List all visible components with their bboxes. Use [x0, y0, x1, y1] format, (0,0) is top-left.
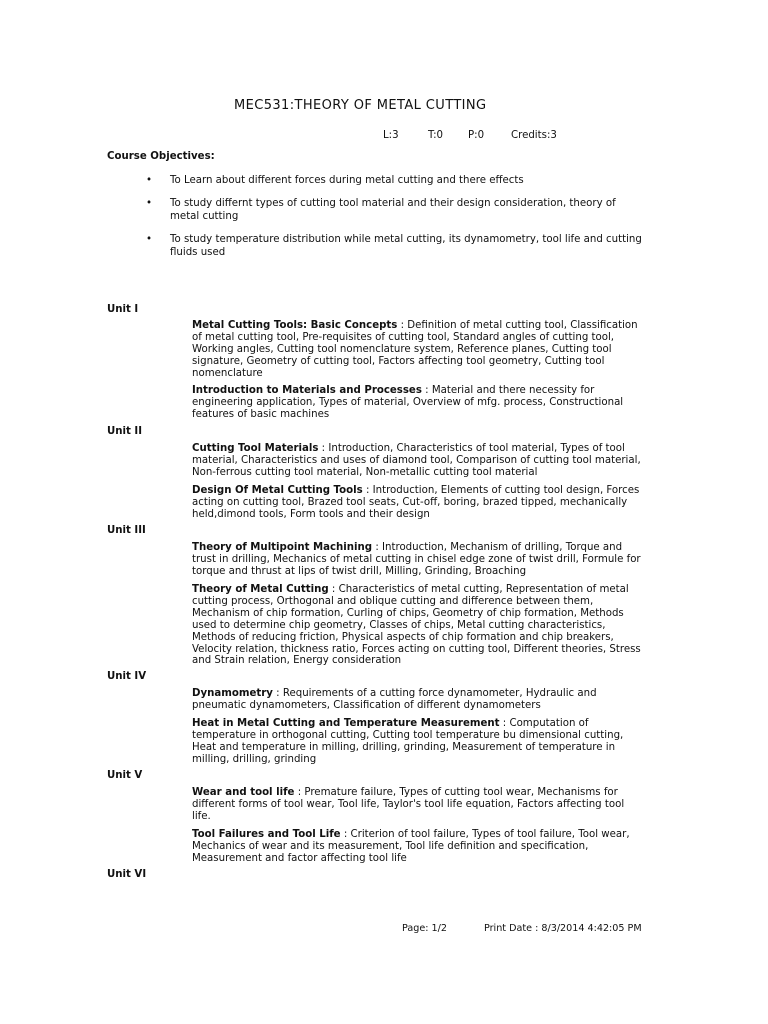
topic-heading: Theory of Multipoint Machining — [192, 542, 373, 553]
topic-separator: : — [331, 584, 336, 595]
bullet: • — [146, 175, 153, 186]
topic-text: Definition of metal cutting tool, Classification of metal cutting tool, Pre-requisites of cutting tool, Standard angles of cutting tool, Working angles, Cutting tool nomenclature system, Reference planes, Cutting tool signature, Geometry of cutting tool, Factors affecting tool geometry, Cutting tool nomenclature — [192, 320, 638, 379]
topic-block — [192, 443, 642, 479]
topic-text: Criterion of tool failure, Types of tool failure, Tool wear, Mechanics of wear and its measurement, Tool life definition and specification, Measurement and factor affecting tool life — [192, 829, 630, 864]
objective-item — [146, 175, 646, 187]
topic-heading: Dynamometry — [192, 688, 273, 699]
topic-block — [192, 688, 642, 712]
topic-separator: : — [276, 688, 280, 699]
topic-heading: Introduction to Materials and Processes — [192, 385, 422, 396]
credit-lecture: L:3 — [383, 130, 399, 141]
objective-item — [146, 198, 646, 223]
credit-tutorial: T:0 — [428, 130, 444, 141]
topic-block — [192, 584, 642, 667]
topic-block — [192, 787, 642, 823]
topic-block — [192, 485, 642, 521]
topic-text: Introduction, Characteristics of tool material, Types of tool material, Characteristics and uses of diamond tool, Comparison of cutting tool material, Non-ferrous cutting tool material, Non-metallic cutting tool material — [192, 443, 641, 478]
topic-heading: Metal Cutting Tools: Basic Concepts — [192, 320, 398, 331]
topic-heading: Heat in Metal Cutting and Temperature Measurement — [192, 718, 500, 729]
bullet: • — [146, 198, 153, 210]
topic-text: Premature failure, Types of cutting tool wear, Mechanisms for different forms of tool wear, Tool life, Taylor's tool life equation, Factors affecting tool life. — [192, 787, 625, 822]
topic-text: Characteristics of metal cutting, Representation of metal cutting process, Orthogonal and oblique cutting and difference between them, Mechanism of chip formation, Curling of chips, Geometry of chip formation, Methods used to determine chip geometry, Classes of chips, Metal cutting characteristics, Methods of reducing friction, Physical aspects of chip formation and chip breakers, Velocity relation, thickness ratio, Forces acting on cutting tool, Different theories, Stress and Strain relation, Energy consideration — [192, 584, 641, 667]
topic-separator: : — [321, 443, 326, 454]
topic-block — [192, 718, 642, 766]
credit-practical: P:0 — [468, 130, 485, 141]
topic-separator: : — [343, 829, 348, 840]
unit-label: Unit IV — [107, 671, 147, 682]
topic-block — [192, 385, 642, 421]
topic-separator: : — [297, 787, 302, 798]
unit-label: Unit I — [107, 304, 139, 315]
topic-text: Requirements of a cutting force dynamometer, Hydraulic and pneumatic dynamometers, Classification of different dynamometers — [192, 688, 597, 711]
page-number: Page: 1/2 — [402, 923, 447, 934]
credit-total: Credits:3 — [511, 130, 557, 141]
unit-label: Unit VI — [107, 869, 147, 880]
topic-separator: : — [400, 320, 405, 331]
topic-heading: Cutting Tool Materials — [192, 443, 319, 454]
topic-separator: : — [365, 485, 370, 496]
topic-heading: Tool Failures and Tool Life — [192, 829, 341, 840]
unit-label: Unit V — [107, 770, 143, 781]
objective-item — [146, 234, 646, 259]
topic-block — [192, 829, 642, 865]
topic-text: Computation of temperature in orthogonal cutting, Cutting tool temperature bu dimensional cutting, Heat and temperature in milling, drilling, grinding, Measurement of temperature in milling, drilling, grinding — [192, 718, 624, 765]
page-title: MEC531:THEORY OF METAL CUTTING — [234, 98, 487, 113]
topic-text: Introduction, Mechanism of drilling, Torque and trust in drilling, Mechanics of metal cutting in chisel edge zone of twist drill, Formule for torque and thrust at lips of twist drill, Milling, Grinding, Broaching — [192, 542, 641, 577]
topic-text: Introduction, Elements of cutting tool design, Forces acting on cutting tool, Brazed tool seats, Cut-off, boring, brazed tipped, mechanically held,dimond tools, Form tools and their design — [192, 485, 640, 520]
topic-separator: : — [502, 718, 507, 729]
topic-block — [192, 542, 642, 578]
topic-separator: : — [425, 385, 429, 396]
objective-text: To study temperature distribution while metal cutting, its dynamometry, tool life and cutting fluids used — [170, 234, 642, 258]
topic-heading: Wear and tool life — [192, 787, 295, 798]
objectives-list — [146, 175, 646, 270]
print-date: Print Date : 8/3/2014 4:42:05 PM — [484, 923, 642, 934]
topic-heading: Design Of Metal Cutting Tools — [192, 485, 363, 496]
unit-label: Unit III — [107, 525, 146, 536]
topic-text: Material and there necessity for engineering application, Types of material, Overview of mfg. process, Constructional features of basic machines — [192, 385, 624, 420]
topic-block — [192, 320, 642, 380]
objective-text: To Learn about different forces during metal cutting and there effects — [170, 175, 524, 186]
topic-separator: : — [375, 542, 379, 553]
objective-text: To study differnt types of cutting tool material and their design consideration, theory of metal cutting — [170, 198, 616, 222]
unit-label: Unit II — [107, 426, 143, 437]
objectives-heading: Course Objectives: — [107, 151, 215, 162]
topic-heading: Theory of Metal Cutting — [192, 584, 329, 595]
bullet: • — [146, 234, 153, 246]
